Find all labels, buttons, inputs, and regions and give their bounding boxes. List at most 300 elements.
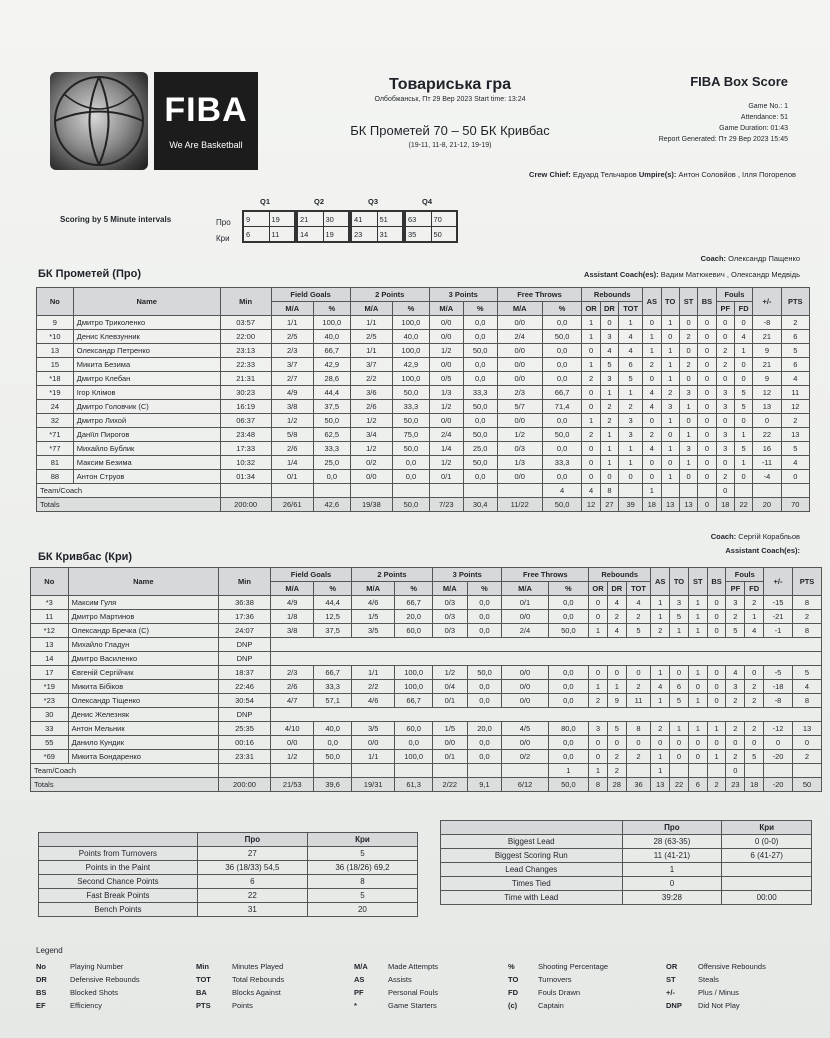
stat-cell: 20,0 [395,610,433,624]
stat-cell: 50,0 [542,330,582,344]
stat-cell: 8 [792,596,821,610]
stat-cell: 2 [607,610,626,624]
column-header: Field Goals [271,288,350,302]
stat-cell: 1 [734,428,752,442]
player-row [37,400,810,414]
stat-cell: 0/3 [432,596,467,610]
stat-cell: 1/2 [429,456,463,470]
column-header: 2 Points [350,288,429,302]
stat-cell: 0 [600,470,618,484]
stat-cell: 3/8 [271,400,313,414]
column-header: BS [707,568,726,596]
player-number: 32 [37,414,74,428]
stat-cell: 0 [707,596,726,610]
summary-team2-value: 5 [307,889,417,903]
stat-cell: 0/5 [429,372,463,386]
stat-cell: 0 [679,344,697,358]
total-cell: 6/12 [502,778,548,792]
legend-column [36,960,140,1012]
stat-cell: 3/4 [350,428,392,442]
total-cell: -20 [764,778,793,792]
player-row [37,428,810,442]
stat-cell: 0,0 [467,624,502,638]
column-header: +/- [753,288,781,316]
stat-cell: -8 [764,694,793,708]
column-subheader: M/A [271,582,314,596]
stat-cell [393,484,430,498]
legend-column [196,960,284,1012]
stat-cell: 2 [626,680,651,694]
stat-cell: -4 [753,470,781,484]
stat-cell: 1 [707,722,726,736]
umpires: Антон Соловйов , Ілля Погорелов [678,170,796,179]
stat-cell: 36:38 [218,596,270,610]
stat-cell: 0,0 [542,344,582,358]
stat-cell: -8 [753,316,781,330]
player-row [31,722,822,736]
stat-cell: 2/5 [350,330,392,344]
stat-cell: 44,4 [314,596,352,610]
player-name: Денис Клевзунник [73,330,220,344]
stat-cell: 0,0 [542,414,582,428]
stat-cell: 1 [661,414,679,428]
stat-cell: 0/1 [432,750,467,764]
stat-cell: 2 [607,750,626,764]
interval-team1: Про [216,218,231,227]
stat-cell: 0 [600,316,618,330]
stat-cell: 0 [707,610,726,624]
stat-cell: 3/7 [350,358,392,372]
stat-cell: 2 [792,610,821,624]
legend-entry [666,973,766,986]
player-row [37,372,810,386]
summary-row [39,861,418,875]
stat-cell: 4 [734,330,752,344]
stat-cell: 3 [679,442,697,456]
stat-cell: 60,0 [395,624,433,638]
crew-chief-label: Crew Chief: [529,170,571,179]
stat-cell: 0/0 [502,666,548,680]
stat-cell: 50,0 [313,414,350,428]
stat-cell: 0 [698,456,716,470]
stat-cell [271,764,314,778]
stat-cell [395,764,433,778]
player-row [31,750,822,764]
stat-cell: 0,0 [463,372,497,386]
team2-box-table [30,567,822,792]
stat-cell: 13 [792,722,821,736]
interval-score: 30 [323,212,349,227]
stat-cell: 1 [619,442,643,456]
stat-cell: 3/5 [351,722,394,736]
stat-cell: 6 [670,680,689,694]
stat-cell: 0 [707,680,726,694]
column-subheader: OR [589,582,608,596]
stat-cell: 1 [688,722,707,736]
stat-cell: 2 [716,344,734,358]
stat-cell: -15 [764,596,793,610]
total-cell: 8 [589,778,608,792]
stat-cell: 2 [651,722,670,736]
stat-cell: 8 [626,722,651,736]
stat-cell [429,484,463,498]
stat-cell: 50,0 [393,414,430,428]
player-number: *19 [31,680,69,694]
stat-cell: 66,7 [313,344,350,358]
stat-cell: 23:48 [220,428,271,442]
player-number: *19 [37,386,74,400]
stat-cell: 1/1 [351,666,394,680]
stat-cell: 0 [679,470,697,484]
summary-label: Time with Lead [441,891,623,905]
player-minutes: DNP [218,708,270,722]
column-subheader: M/A [429,302,463,316]
stat-cell: 0,0 [467,596,502,610]
totals-row [31,778,822,792]
stat-cell: 2 [726,694,745,708]
dnp-filler [271,638,822,652]
stat-cell: 1 [651,764,670,778]
stat-cell: 0/1 [429,470,463,484]
stat-cell: 2 [726,750,745,764]
total-cell: 39,6 [314,778,352,792]
legend-entry [196,960,284,973]
summary-label: Second Chance Points [39,875,198,889]
player-name: Данило Кундик [68,736,218,750]
stat-cell: 30:23 [220,386,271,400]
interval-score: 11 [269,227,295,242]
stat-cell: 3 [716,428,734,442]
summary-row [441,891,812,905]
player-name: Євгеній Сергійчик [68,666,218,680]
stat-cell: 11 [781,386,809,400]
summary-label: Biggest Lead [441,835,623,849]
stat-cell: 1 [619,456,643,470]
stat-cell: 2 [643,358,661,372]
column-subheader: PF [726,582,745,596]
player-name: Олександр Тіщенко [68,694,218,708]
stat-cell: 0 [589,610,608,624]
stat-cell: 100,0 [313,316,350,330]
stat-cell: 3 [600,372,618,386]
stat-cell: 1/2 [350,442,392,456]
stat-cell: 100,0 [393,316,430,330]
summary-team2-value [722,863,812,877]
team-stats-summary [38,832,418,917]
legend-key: DNP [666,1001,682,1010]
stat-cell: -12 [764,722,793,736]
interval-score: 63 [406,212,432,227]
stat-cell: 3/6 [350,386,392,400]
stat-cell: 0/0 [429,316,463,330]
legend-key: PF [354,988,364,997]
column-header: +/- [764,568,793,596]
legend-entry [36,986,140,999]
total-cell: 0 [698,498,716,512]
team1-coach-name: Олександр Пащенко [728,254,800,263]
stat-cell: 13 [781,428,809,442]
stat-cell: 0/1 [432,694,467,708]
player-row [31,624,822,638]
player-name: Ігор Клімов [73,386,220,400]
summary-team1-value: 11 (41-21) [622,849,722,863]
player-number: 11 [31,610,69,624]
totals-row [37,498,810,512]
team1-assistant-label: Assistant Coach(es): [584,270,659,279]
stat-cell: 0 [764,736,793,750]
stat-cell: 0,0 [542,442,582,456]
total-cell: 42,6 [313,498,350,512]
column-header: TO [670,568,689,596]
stat-cell: 1/8 [271,610,314,624]
stat-cell [350,484,392,498]
stat-cell: 2 [781,414,809,428]
legend-desc: Fouls Drawn [538,988,581,997]
stat-cell [661,484,679,498]
stat-cell: 12 [753,386,781,400]
player-minutes: DNP [218,652,270,666]
column-header: Free Throws [497,288,582,302]
column-subheader: M/A [502,582,548,596]
stat-cell: 2 [651,624,670,638]
stat-cell: 4 [643,400,661,414]
player-number: 30 [31,708,69,722]
player-row [37,358,810,372]
stat-cell: 0 [753,414,781,428]
column-subheader: % [393,302,430,316]
stat-cell: 1/1 [351,750,394,764]
stat-cell: 5 [734,386,752,400]
stat-cell [707,764,726,778]
stat-cell: 0 [670,666,689,680]
stat-cell [753,484,781,498]
stat-cell: 25:35 [218,722,270,736]
player-row [31,708,822,722]
stat-cell: 4 [619,330,643,344]
quarter-box-4 [404,210,458,243]
stat-cell: 44,4 [313,386,350,400]
legend-desc: Assists [388,975,412,984]
stat-cell: 0 [643,414,661,428]
column-subheader: FD [745,582,764,596]
stat-cell: 4/9 [271,596,314,610]
player-row [31,652,822,666]
stat-cell: 2 [679,358,697,372]
stat-cell: 8 [792,624,821,638]
player-number: *12 [31,624,69,638]
stat-cell: 4 [643,442,661,456]
quarter-label-1: Q1 [260,197,271,206]
stat-cell [313,484,350,498]
player-number: *77 [37,442,74,456]
stat-cell: 1 [600,386,618,400]
total-cell: 11/22 [497,498,542,512]
stat-cell: 5 [600,358,618,372]
interval-score: 21 [298,212,324,227]
player-name: Михайло Бублик [73,442,220,456]
summary-team1-value: 27 [197,847,307,861]
stat-cell: 0/0 [502,694,548,708]
stat-cell: 6 [781,358,809,372]
stat-cell: 50,0 [463,428,497,442]
stat-cell: 0 [707,624,726,638]
player-row [31,610,822,624]
dnp-filler [271,652,822,666]
interval-team-labels [216,215,231,247]
column-subheader: % [463,302,497,316]
basketball-icon [50,72,148,170]
stat-cell: 37,5 [314,624,352,638]
player-name: Олександр Бречка (C) [68,624,218,638]
legend-entry [196,973,284,986]
column-subheader: DR [607,582,626,596]
column-subheader: % [542,302,582,316]
stat-cell: 1/2 [350,414,392,428]
stat-cell: 0 [734,358,752,372]
player-name: Данїїл Пирогов [73,428,220,442]
stat-cell: 4/9 [271,386,313,400]
venue-line: Олбобжанськ, Пт 29 Вер 2023 Start time: 13:24 [374,96,526,103]
player-name: Денис Железняк [68,708,218,722]
column-header: PTS [781,288,809,316]
stat-cell: 16:19 [220,400,271,414]
total-cell: 36 [626,778,651,792]
column-subheader: FD [734,302,752,316]
column-header: No [37,288,74,316]
stat-cell: 1 [600,442,618,456]
summary-team1-value: 36 (18/33) 54,5 [197,861,307,875]
team2-name: БК Кривбас (Кри) [38,551,133,563]
legend-title: Legend [36,946,63,955]
stat-cell: 1 [600,456,618,470]
stat-cell: 0/0 [497,358,542,372]
stat-cell: 1 [734,344,752,358]
legend-column [666,960,766,1012]
stat-cell: 40,0 [393,330,430,344]
stat-cell: 2 [745,596,764,610]
stat-cell: 0 [670,736,689,750]
column-subheader: M/A [350,302,392,316]
stat-cell: 6 [619,358,643,372]
box-score-title: FIBA Box Score [690,74,788,89]
stat-cell: 3 [619,428,643,442]
summary-header-team2: Кри [307,833,417,847]
stat-cell: 8 [792,694,821,708]
stat-cell: 0 [726,764,745,778]
total-cell: 50 [792,778,821,792]
column-subheader: M/A [271,302,313,316]
legend-entry [196,999,284,1012]
player-number: *3 [31,596,69,610]
stat-cell: 0 [716,372,734,386]
stat-cell: 0 [698,330,716,344]
player-name: Дмитро Клебан [73,372,220,386]
stat-cell: 4 [651,680,670,694]
stat-cell: 0,0 [314,736,352,750]
legend-key: Min [196,962,209,971]
legend-column [508,960,608,1012]
stat-cell: 66,7 [314,666,352,680]
report-generated: Report Generated: Пт 29 Вер 2023 15:45 [658,136,788,143]
stat-cell: 2 [781,316,809,330]
stat-cell: 23:31 [218,750,270,764]
total-cell: 13 [661,498,679,512]
stat-cell: 0 [734,372,752,386]
stat-cell: 1 [582,414,600,428]
stat-cell: 9 [753,372,781,386]
stat-cell: 0/0 [497,470,542,484]
player-number: 13 [31,638,69,652]
stat-cell: 0,0 [463,330,497,344]
stat-cell: 0 [582,400,600,414]
quarter-box-2 [296,210,350,243]
stat-cell: 1 [707,750,726,764]
stat-cell: 0,0 [467,610,502,624]
player-row [37,344,810,358]
interval-score: 51 [377,212,403,227]
player-row [37,456,810,470]
stat-cell [698,484,716,498]
stat-cell: 5 [781,344,809,358]
legend-desc: Captain [538,1001,564,1010]
column-header: Field Goals [271,568,352,582]
stat-cell: 0 [698,442,716,456]
stat-cell: 0 [716,414,734,428]
stat-cell: 25,0 [313,456,350,470]
stat-cell: -5 [764,666,793,680]
stat-cell: 22:46 [218,680,270,694]
stat-cell: 62,5 [313,428,350,442]
stat-cell: 2/4 [429,428,463,442]
stat-cell: 5 [792,666,821,680]
attendance: Attendance: 51 [740,114,788,121]
stat-cell: 1 [679,456,697,470]
stat-cell: 5 [726,624,745,638]
stat-cell: 9 [753,344,781,358]
total-cell: 26/61 [271,498,313,512]
game-number: Game No.: 1 [748,103,788,110]
stat-cell: 40,0 [314,722,352,736]
stat-cell: 1 [661,442,679,456]
stat-cell: 2/4 [502,624,548,638]
stat-cell: 5 [626,624,651,638]
stat-cell: 0,0 [548,694,588,708]
stat-cell: 0/3 [497,442,542,456]
stat-cell: 50,0 [463,344,497,358]
stat-cell: 0 [661,330,679,344]
stat-cell: 24:07 [218,624,270,638]
column-header: TO [661,288,679,316]
stat-cell: 4/7 [271,694,314,708]
stat-cell: 50,0 [548,624,588,638]
legend-desc: Total Rebounds [232,975,285,984]
total-cell: 19/38 [350,498,392,512]
column-header: Name [68,568,218,596]
stat-cell: 1 [651,750,670,764]
stat-cell: 0/2 [502,750,548,764]
legend-desc: Did Not Play [698,1001,740,1010]
stat-cell: 1 [643,330,661,344]
total-cell: 28 [607,778,626,792]
stat-cell: 01:34 [220,470,271,484]
column-subheader: % [313,302,350,316]
legend-desc: Blocks Against [232,988,281,997]
total-cell: 23 [726,778,745,792]
stat-cell: 2 [600,414,618,428]
player-number: 13 [37,344,74,358]
total-cell: 13 [651,778,670,792]
stat-cell: 100,0 [395,750,433,764]
